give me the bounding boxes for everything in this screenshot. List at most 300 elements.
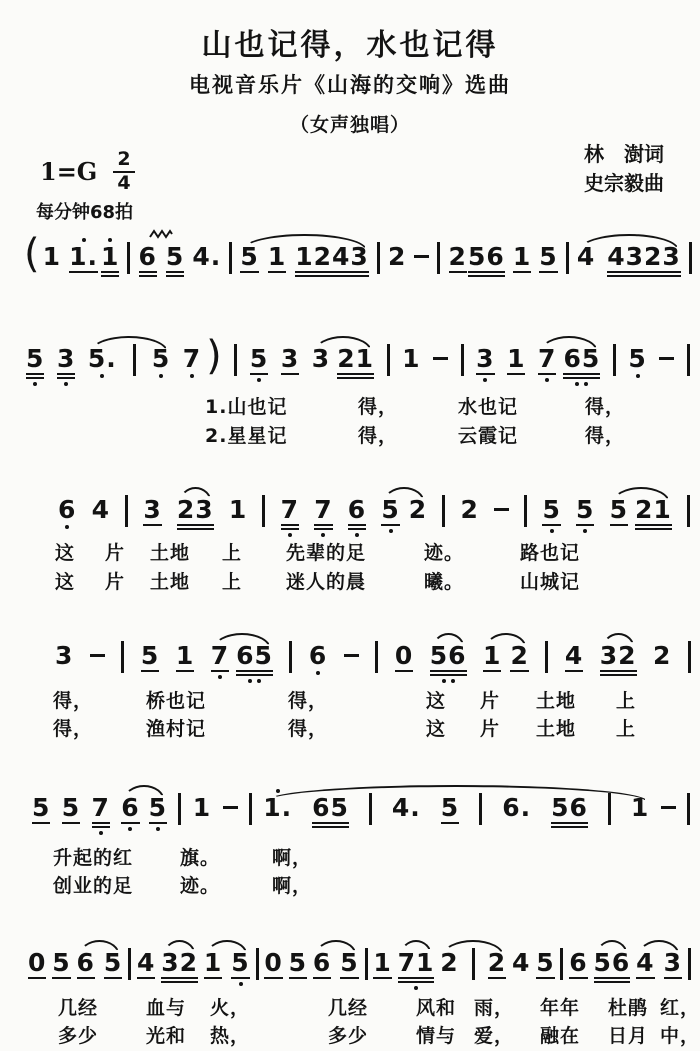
note-number: 65 — [563, 344, 601, 373]
note — [635, 489, 672, 530]
octave-dots-below — [248, 679, 261, 683]
barline — [365, 948, 368, 980]
note — [193, 787, 211, 820]
note — [569, 942, 587, 979]
note — [139, 236, 157, 277]
octave-dot-below — [190, 374, 194, 378]
octave-dot-below — [257, 378, 261, 382]
note — [337, 338, 374, 379]
barline — [121, 641, 124, 673]
duration-underline — [569, 977, 587, 979]
dash-prolong-mark — [344, 654, 359, 657]
note-number: 5 — [52, 948, 71, 977]
slur-group — [88, 338, 170, 378]
duration-underlines — [57, 373, 75, 379]
octave-dots-below — [389, 529, 393, 533]
dash-prolong-mark — [414, 255, 429, 258]
duration-underlines — [348, 524, 366, 530]
duration-underline — [204, 977, 222, 979]
duration-underline — [139, 271, 157, 273]
duration-underline — [636, 977, 654, 979]
barline — [461, 344, 464, 376]
octave-dot-below — [545, 378, 549, 382]
octave-dots-below — [483, 378, 487, 382]
note — [664, 942, 682, 979]
barline — [442, 495, 445, 527]
lyric-segment: 片 — [480, 690, 501, 712]
octave-dot-below — [99, 831, 103, 835]
slur-group — [121, 787, 167, 831]
duration-underlines — [166, 271, 184, 277]
lyric-segment: 爱， — [474, 1025, 515, 1047]
slur-group — [204, 942, 250, 986]
note — [314, 489, 332, 537]
note — [348, 489, 366, 537]
note-number: 1 — [267, 242, 287, 271]
lyric-segment: 雨， — [474, 997, 515, 1019]
note-number: 7 — [280, 495, 300, 524]
slur-group — [577, 236, 681, 277]
barline — [369, 793, 372, 825]
duration-underline — [635, 528, 672, 530]
duration-underline — [565, 670, 583, 672]
duration-underline — [507, 373, 525, 375]
duration-underline — [250, 373, 268, 375]
octave-dot-below — [159, 374, 163, 378]
octave-dot-below — [583, 529, 587, 533]
note-number: 65 — [236, 641, 273, 670]
note-number: 6 — [76, 948, 95, 977]
barline — [127, 242, 130, 274]
note — [483, 635, 501, 672]
note — [236, 635, 273, 683]
key-time-row — [40, 150, 135, 193]
lyrics-row — [0, 1021, 700, 1047]
duration-underline — [373, 977, 391, 979]
note — [449, 236, 467, 273]
duration-underline — [430, 670, 467, 672]
duration-underline — [551, 826, 588, 828]
octave-dots-below — [583, 529, 587, 533]
lyric-segment: 迹。 — [424, 542, 465, 564]
duration-underlines — [430, 670, 467, 676]
duration-underline — [28, 977, 46, 979]
duration-underline — [563, 373, 600, 375]
note-number: 65 — [312, 793, 349, 822]
note — [104, 942, 122, 979]
octave-dot-below — [239, 982, 243, 986]
lyric-segment: 得， — [288, 690, 329, 712]
music-line — [32, 787, 690, 839]
note-number: 5 — [288, 948, 308, 977]
note — [77, 942, 95, 979]
note — [340, 942, 358, 979]
time-signature-numerator: 2 — [113, 150, 134, 173]
duration-underlines — [563, 373, 600, 379]
duration-underline — [607, 271, 681, 273]
note — [610, 489, 628, 526]
note-number: 6 — [121, 793, 140, 822]
duration-underline — [664, 977, 682, 979]
slur-group — [440, 942, 506, 980]
duration-underline — [240, 271, 258, 273]
lyric-segment: 多少 — [58, 1025, 99, 1047]
duration-underlines — [507, 373, 525, 375]
note — [510, 635, 528, 672]
note-number: 1. — [69, 242, 98, 271]
octave-dot-below — [33, 382, 37, 386]
note-number: 5 — [231, 948, 250, 977]
barline — [256, 948, 259, 980]
lyric-segment: 光和 — [146, 1025, 187, 1047]
octave-dot-below — [316, 671, 320, 675]
duration-underline — [398, 977, 435, 979]
music-line — [58, 489, 690, 541]
note — [250, 338, 268, 382]
lyric-segment: 上 — [222, 571, 243, 593]
note — [101, 236, 119, 277]
slur-group — [177, 489, 214, 530]
note — [312, 787, 349, 828]
note — [183, 338, 201, 378]
lyrics-row — [0, 871, 700, 897]
duration-underline — [281, 373, 299, 375]
barline — [687, 495, 690, 527]
lyric-segment: 中， — [660, 1025, 700, 1047]
note — [92, 787, 110, 835]
note — [152, 338, 170, 378]
lyric-segment: 片 — [105, 542, 126, 564]
note-number: 21 — [337, 344, 374, 373]
duration-underline — [430, 674, 467, 676]
note — [309, 635, 327, 675]
note — [373, 942, 391, 979]
duration-underline — [77, 977, 95, 979]
barline — [262, 495, 265, 527]
duration-underline — [177, 528, 214, 530]
octave-dots-below — [218, 675, 222, 679]
octave-dot-below — [100, 374, 104, 378]
barline — [125, 495, 128, 527]
note-number: 1 — [228, 495, 248, 524]
duration-underline — [312, 822, 349, 824]
duration-underlines — [539, 271, 557, 273]
note-number: 5 — [140, 641, 160, 670]
barline — [688, 641, 691, 673]
note — [476, 338, 494, 382]
duration-underlines — [569, 977, 587, 979]
note — [631, 787, 649, 820]
note — [43, 236, 61, 269]
lyric-segment: 年年 — [540, 997, 581, 1019]
octave-dots-below — [321, 533, 325, 537]
barline — [437, 242, 440, 274]
duration-underline — [236, 674, 273, 676]
time-signature — [113, 150, 134, 193]
note — [211, 635, 229, 679]
duration-underline — [295, 275, 369, 277]
note-number: 3 — [56, 344, 76, 373]
duration-underlines — [211, 670, 229, 672]
duration-underline — [607, 275, 681, 277]
note-number: 1 — [483, 641, 502, 670]
duration-underline — [476, 373, 494, 375]
note — [88, 338, 117, 378]
note — [594, 942, 631, 983]
duration-underlines — [468, 271, 505, 277]
note-number: 3 — [311, 344, 331, 373]
octave-dots-below — [442, 679, 455, 683]
note-number: 4 — [91, 495, 110, 524]
lyric-segment: 创业的足 — [53, 875, 134, 897]
duration-underlines — [551, 822, 588, 828]
duration-underlines — [250, 373, 268, 375]
lyric-segment: 水也记 — [458, 396, 519, 418]
note-number: 71 — [397, 948, 435, 977]
note — [26, 338, 44, 386]
note-number: 5 — [26, 344, 45, 373]
duration-underline — [563, 377, 600, 379]
note-number: 32 — [161, 948, 199, 977]
note-number: 2 — [653, 641, 672, 670]
note — [441, 787, 459, 824]
slur-group — [263, 787, 649, 828]
dash-prolong-mark — [494, 508, 509, 511]
slur-group — [594, 942, 631, 983]
duration-underline — [449, 271, 467, 273]
note — [176, 635, 194, 672]
duration-underline — [337, 377, 374, 379]
octave-dot-below — [65, 525, 69, 529]
note-number: 4 — [511, 948, 531, 977]
note-number: 0 — [264, 948, 283, 977]
note-number: 6 — [569, 948, 588, 977]
song-title: 山也记得，水也记得 — [201, 28, 499, 63]
duration-underlines — [313, 977, 331, 979]
note-number: 1. — [263, 793, 293, 822]
lyric-segment: 上 — [616, 690, 637, 712]
note-group — [449, 236, 505, 277]
note — [28, 942, 46, 979]
octave-dots-below — [128, 827, 132, 831]
duration-underline — [594, 981, 631, 983]
barline — [387, 344, 390, 376]
octave-dot-below — [156, 827, 160, 831]
note — [507, 338, 525, 375]
note — [409, 489, 427, 522]
barline — [133, 344, 136, 376]
duration-underlines — [101, 271, 119, 277]
duration-underlines — [264, 977, 282, 979]
duration-underlines — [441, 822, 459, 824]
note — [69, 236, 98, 273]
lyric-segment: 得， — [288, 718, 329, 740]
duration-underlines — [600, 670, 637, 676]
octave-dots-below — [288, 533, 292, 537]
phrase-parenthesis: ) — [206, 333, 222, 379]
note-group — [24, 231, 62, 277]
duration-underline — [52, 977, 70, 979]
duration-underlines — [204, 977, 222, 979]
note-number: 1 — [203, 948, 223, 977]
duration-underline — [121, 822, 139, 824]
duration-underlines — [449, 271, 467, 273]
lyric-segment: 情与 — [416, 1025, 457, 1047]
slur-group — [313, 942, 359, 979]
note — [264, 942, 282, 979]
duration-underline — [314, 528, 332, 530]
barline — [560, 948, 563, 980]
duration-underlines — [513, 271, 531, 273]
duration-underlines — [177, 524, 214, 530]
note — [600, 635, 637, 676]
octave-dots-below — [239, 982, 243, 986]
duration-underlines — [536, 977, 554, 979]
duration-underline — [101, 275, 119, 277]
duration-underlines — [231, 977, 249, 979]
note — [502, 787, 531, 820]
note — [295, 236, 369, 277]
octave-dot-below — [389, 529, 393, 533]
lyrics-row — [0, 843, 700, 869]
lyric-segment: 这 — [55, 571, 76, 593]
note-number: 4. — [192, 242, 222, 271]
note — [395, 635, 413, 672]
note-number: 7 — [210, 641, 230, 670]
note-number: 32 — [599, 641, 637, 670]
slur-group — [610, 489, 672, 530]
barline — [687, 793, 690, 825]
duration-underlines — [69, 271, 98, 273]
note — [563, 338, 600, 386]
duration-underline — [268, 271, 286, 273]
lyric-segment: 日月 — [608, 1025, 649, 1047]
barline — [608, 793, 611, 825]
lyric-segment: 融在 — [540, 1025, 581, 1047]
note — [177, 489, 214, 530]
lyrics-row — [0, 993, 700, 1019]
barline — [613, 344, 616, 376]
key-signature: 1=G — [40, 157, 98, 186]
note-number: 3 — [663, 948, 682, 977]
duration-underline — [340, 977, 358, 979]
slur-group — [600, 635, 637, 676]
note — [628, 338, 646, 378]
time-signature-denominator: 4 — [117, 172, 131, 194]
duration-underlines — [337, 373, 374, 379]
note-number: 5 — [148, 793, 168, 822]
voice-type: （女声独唱） — [289, 114, 410, 136]
barline — [178, 793, 181, 825]
note — [551, 787, 588, 828]
note — [539, 236, 557, 273]
lyric-segment: 得， — [358, 425, 399, 447]
duration-underlines — [664, 977, 682, 979]
credits — [584, 140, 664, 198]
duration-underlines — [538, 373, 556, 375]
note-number: 5 — [539, 242, 558, 271]
note-number: 5 — [249, 344, 269, 373]
note — [141, 635, 159, 672]
music-line — [26, 333, 690, 390]
lyric-segment: 得， — [358, 396, 399, 418]
note — [440, 942, 458, 975]
duration-underline — [69, 271, 98, 273]
octave-dot-below — [414, 986, 418, 990]
slur-group — [211, 635, 273, 683]
note — [636, 942, 654, 979]
note-number: 0 — [394, 641, 414, 670]
duration-underline — [468, 271, 505, 273]
lyric-segment: 土地 — [536, 690, 577, 712]
duration-underline — [62, 822, 80, 824]
lyric-segment: 啊， — [272, 847, 313, 869]
note-number: 3 — [476, 344, 495, 373]
duration-underline — [264, 977, 282, 979]
lyric-segment: 红， — [660, 997, 700, 1019]
lyric-segment: 片 — [105, 571, 126, 593]
tempo-marking: 每分钟68拍 — [36, 202, 134, 223]
duration-underline — [231, 977, 249, 979]
note-number: 2 — [460, 495, 479, 524]
octave-dots-below — [156, 827, 160, 831]
note — [577, 236, 595, 269]
slur-group — [430, 635, 467, 683]
duration-underline — [314, 524, 332, 526]
lyricist-credit: 林 澍词 — [584, 142, 664, 166]
note-number: 6 — [312, 948, 332, 977]
note — [281, 338, 299, 375]
octave-dots-below — [33, 382, 37, 386]
octave-dot-below — [218, 675, 222, 679]
note — [392, 787, 421, 820]
octave-dot-below — [257, 679, 261, 683]
duration-underlines — [488, 977, 506, 979]
barline — [472, 948, 475, 980]
note — [402, 338, 420, 371]
octave-dots-below — [99, 831, 103, 835]
lyric-segment: 几经 — [328, 997, 369, 1019]
duration-underline — [104, 977, 122, 979]
duration-underlines — [77, 977, 95, 979]
note-number: 5. — [87, 344, 117, 373]
lyrics-row — [0, 714, 700, 740]
note-number: 6 — [308, 641, 328, 670]
duration-underline — [395, 670, 413, 672]
duration-underlines — [176, 670, 194, 672]
duration-underline — [139, 275, 157, 277]
note — [312, 338, 330, 371]
octave-dots-below — [575, 382, 588, 386]
octave-dots-below — [355, 533, 359, 537]
note-number: 5 — [32, 793, 51, 822]
note — [512, 942, 530, 975]
note-number: 6. — [502, 793, 532, 822]
note — [32, 787, 50, 824]
note — [52, 942, 70, 979]
duration-underline — [312, 826, 349, 828]
note — [92, 489, 110, 522]
duration-underline — [26, 377, 44, 379]
slur-group — [240, 236, 368, 277]
duration-underline — [281, 524, 299, 526]
note-number: 5 — [381, 495, 400, 524]
lyric-segment: 云霞记 — [458, 425, 519, 447]
note-number: 3 — [55, 641, 74, 670]
barline — [689, 242, 692, 274]
lyric-segment: 渔村记 — [146, 718, 207, 740]
lyric-segment: 1.山也记 — [205, 396, 288, 418]
